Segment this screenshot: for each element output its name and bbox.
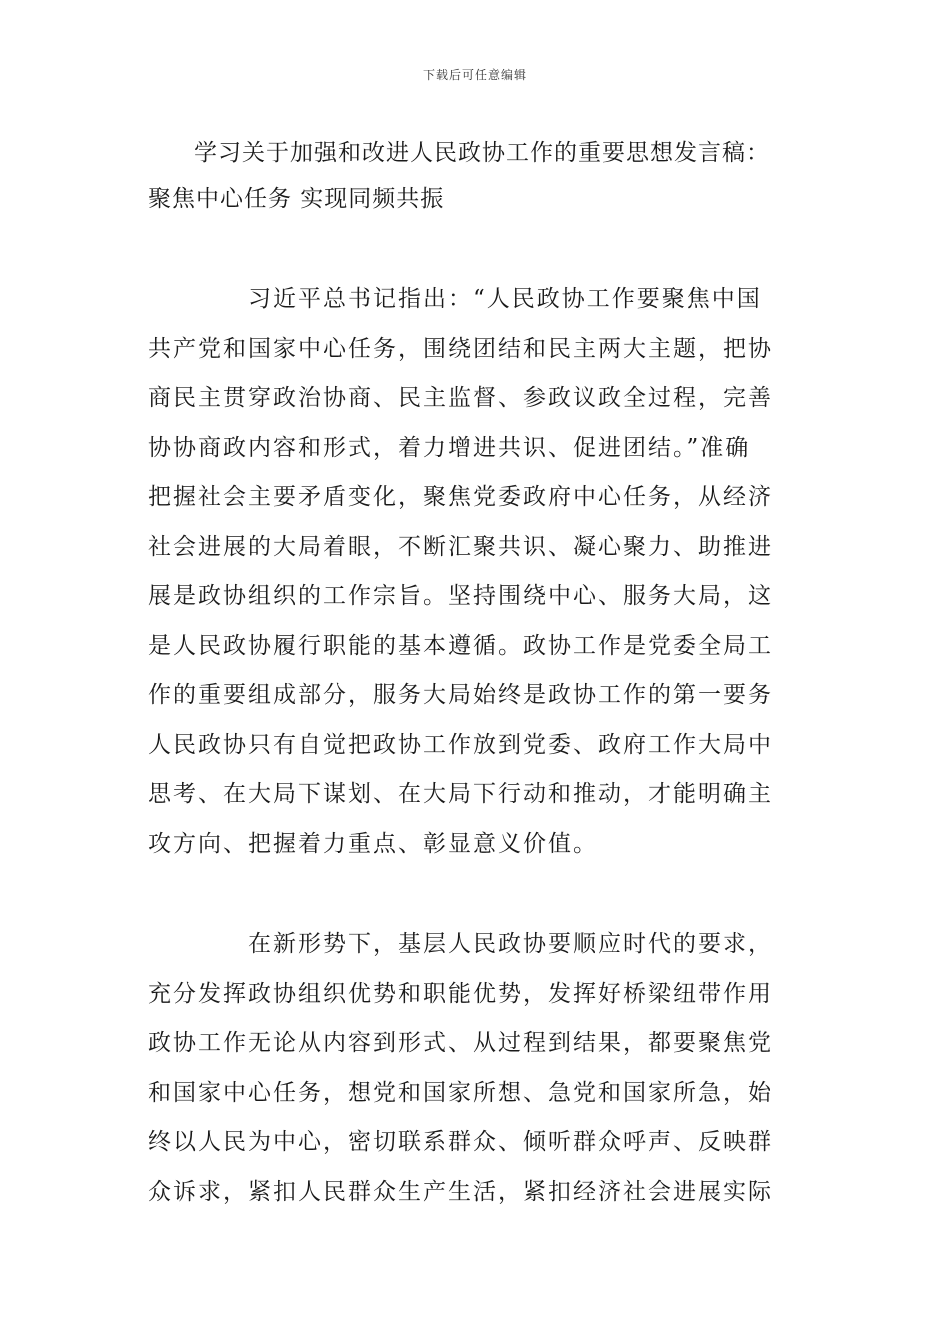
paragraph-line: 展是政协组织的工作宗旨。坚持围绕中心、服务大局，这 — [148, 583, 773, 609]
paragraph-line: 众诉求，紧扣人民群众生产生活，紧扣经济社会进展实际 — [148, 1178, 773, 1205]
paragraph-line: 政协工作无论从内容到形式、从过程到结果，都要聚焦党 — [148, 1030, 773, 1056]
title-line-2: 聚焦中心任务 实现同频共振 — [148, 186, 445, 212]
paragraph-line: 社会进展的大局着眼，不断汇聚共识、凝心聚力、助推进 — [148, 533, 773, 560]
paragraph-line: 习近平总书记指出：“人民政协工作要聚焦中国 — [248, 286, 762, 312]
paragraph-line: 终以人民为中心，密切联系群众、倾听群众呼声、反映群 — [148, 1129, 773, 1155]
paragraph-line: 是人民政协履行职能的基本遵循。政协工作是党委全局工 — [148, 632, 773, 659]
paragraph-line: 攻方向、把握着力重点、彰显意义价值。 — [148, 830, 598, 857]
paragraph-line: 充分发挥政协组织优势和职能优势，发挥好桥梁纽带作用 — [148, 980, 773, 1007]
download-note: 下载后可任意编辑 — [422, 68, 527, 82]
paragraph-line: 在新形势下，基层人民政协要顺应时代的要求， — [248, 931, 773, 957]
body-paragraph-2 — [148, 920, 808, 1217]
paragraph-line: 共产党和国家中心任务，围绕团结和民主两大主题，把协 — [148, 335, 773, 362]
paragraph-line: 商民主贯穿政治协商、民主监督、参政议政全过程，完善 — [148, 385, 773, 411]
document-title — [148, 130, 828, 222]
title-line-1: 学习关于加强和改进人民政协工作的重要思想发言稿： — [194, 140, 770, 166]
paragraph-line: 思考、在大局下谋划、在大局下行动和推动，才能明确主 — [148, 781, 773, 807]
paragraph-line: 和国家中心任务，想党和国家所想、急党和国家所急，始 — [148, 1079, 773, 1106]
paragraph-line: 人民政协只有自觉把政协工作放到党委、政府工作大局中 — [148, 731, 773, 758]
paragraph-line: 协协商政内容和形式，着力增进共识、促进团结。”准确 — [148, 434, 751, 461]
paragraph-line: 作的重要组成部分，服务大局始终是政协工作的第一要务 — [148, 682, 773, 708]
body-paragraph-1 — [148, 275, 808, 869]
paragraph-line: 把握社会主要矛盾变化，聚焦党委政府中心任务，从经济 — [148, 484, 773, 510]
